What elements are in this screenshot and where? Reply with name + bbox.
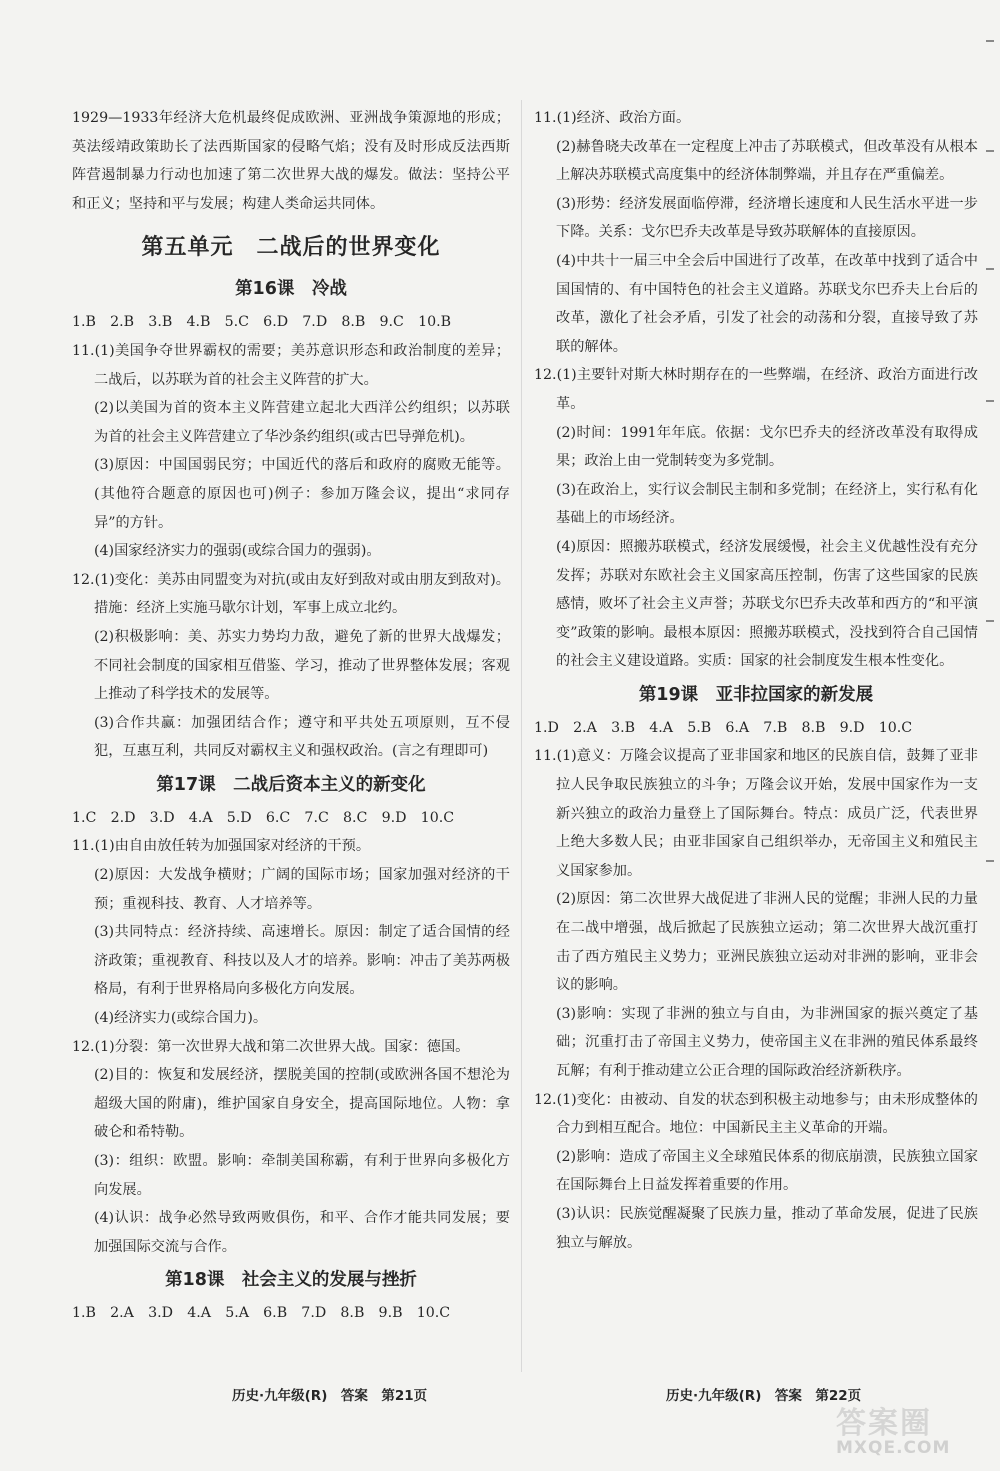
lesson-18-choices: 1.B 2.A 3.D 4.A 5.A 6.B 7.D 8.B 9.B 10.C <box>72 1305 451 1322</box>
l17-q11-3: (3)共同特点：经济持续、高速增长。原因：制定了适合国情的经济政策；重视教育、科技以及人才的培养。影响：冲击了美苏两极格局，有利于世界格局向多极化方向发展。 <box>94 924 510 998</box>
lesson-19-choices: 1.D 2.A 3.B 4.A 5.B 6.A 7.B 8.B 9.D 10.C <box>534 719 913 736</box>
l16-q12-2: (2)积极影响：美、苏实力势均力敌，避免了新的世界大战爆发；不同社会制度的国家相互借鉴、学习，推动了世界整体发展；客观上推动了科学技术的发展等。 <box>94 628 510 703</box>
column-divider <box>521 100 522 1372</box>
lesson-16-title: 第16课 冷战 <box>235 279 347 300</box>
l17-q11-1: 11.(1)由自由放任转为加强国家对经济的干预。 <box>72 838 371 855</box>
lesson-17-choices: 1.C 2.D 3.D 4.A 5.D 6.C 7.C 8.C 9.D 10.C <box>72 809 455 826</box>
intro-paragraph: 1929—1933年经济大危机最终促成欧洲、亚洲战争策源地的形成；英法绥靖政策助长了法西斯国家的侵略气焰；没有及时形成反法西斯阵营遏制暴力行动也加速了第二次世界大战的爆发。做法：坚持公平和正义；坚持和平与发展；构建人类命运共同体。 <box>72 110 510 212</box>
l18-q11-3: (3)形势：经济发展面临停滞，经济增长速度和人民生活水平进一步下降。关系：戈尔巴乔夫改革是导致苏联解体的直接原因。 <box>556 195 978 241</box>
l16-q11-1: 11.(1)美国争夺世界霸权的需要；美苏意识形态和政治制度的差异；二战后，以苏联为首的社会主义阵营的扩大。 <box>72 342 510 388</box>
lesson-16-choices: 1.B 2.B 3.B 4.B 5.C 6.D 7.D 8.B 9.C 10.B <box>72 314 452 331</box>
l16-q11-2: (2)以美国为首的资本主义阵营建立起北大西洋公约组织；以苏联为首的社会主义阵营建立了华沙条约组织(或古巴导弹危机)。 <box>94 400 510 445</box>
watermark-url: MXQE.COM <box>836 1438 951 1458</box>
l18-q11-4: (4)中共十一届三中全会后中国进行了改革，在改革中找到了适合中国国情的、有中国特色的社会主义道路。苏联戈尔巴乔夫上台后的改革，激化了社会矛盾，引发了社会的动荡和分裂，直接导致了苏联的解体。 <box>556 252 978 355</box>
footer-right-page: 历史·九年级(R) 答案 第22页 <box>666 1388 862 1404</box>
l19-q12-3: (3)认识：民族觉醒凝聚了民族力量，推动了革命发展，促进了民族独立与解放。 <box>556 1205 978 1251</box>
lesson-19-title: 第19课 亚非拉国家的新发展 <box>638 684 874 705</box>
l19-q12-1: 12.(1)变化：由被动、自发的状态到积极主动地参与；由未形成整体的合力到相互配合。地位：中国新民主主义革命的开端。 <box>534 1091 978 1137</box>
l19-q11-3: (3)影响：实现了非洲的独立与自由，为非洲国家的振兴奠定了基础；沉重打击了帝国主义势力，使帝国主义在非洲的殖民体系最终瓦解；有利于推动建立公正合理的国际政治经济新秩序。 <box>556 1005 978 1079</box>
l16-q11-3: (3)原因：中国国弱民穷；中国近代的落后和政府的腐败无能等。(其他符合题意的原因也可)例子：参加万隆会议，提出“求同存异”的方针。 <box>94 457 510 531</box>
l18-q12-2: (2)时间：1991年年底。依据：戈尔巴乔夫的经济改革没有取得成果；政治上由一党制转变为多党制。 <box>556 424 978 470</box>
l17-q12-1: 12.(1)分裂：第一次世界大战和第二次世界大战。国家：德国。 <box>72 1038 470 1055</box>
l16-q12-1: 12.(1)变化：美苏由同盟变为对抗(或由友好到敌对或由朋友到敌对)。措施：经济上实施马歇尔计划，军事上成立北约。 <box>72 571 510 617</box>
l18-q11-2: (2)赫鲁晓夫改革在一定程度上冲击了苏联模式，但改革没有从根本上解决苏联模式高度集中的经济体制弊端，并且存在严重偏差。 <box>556 138 978 184</box>
edge-mark <box>986 620 994 622</box>
edge-mark <box>986 400 994 402</box>
l17-q12-3: (3)：组织：欧盟。影响：牵制美国称霸，有利于世界向多极化方向发展。 <box>94 1153 510 1198</box>
footer-left-page: 历史·九年级(R) 答案 第21页 <box>232 1388 428 1404</box>
l19-q12-2: (2)影响：造成了帝国主义全球殖民体系的彻底崩溃，民族独立国家在国际舞台上日益发挥着重要的作用。 <box>556 1148 978 1194</box>
unit-title: 第五单元 二战后的世界变化 <box>141 235 441 261</box>
l19-q11-1: 11.(1)意义：万隆会议提高了亚非国家和地区的民族自信，鼓舞了亚非拉人民争取民族独立的斗争；万隆会议开始，发展中国家作为一支新兴独立的政治力量登上了国际舞台。特点：成员广泛，代表世界上绝大多数人民；由亚非国家自己组织举办，无帝国主义和殖民主义国家参加。 <box>534 748 978 879</box>
l17-q12-2: (2)目的：恢复和发展经济，摆脱美国的控制(或欧洲各国不想沦为超级大国的附庸)，维护国家自身安全，提高国际地位。人物：拿破仑和希特勒。 <box>94 1067 510 1141</box>
lesson-18-title: 第18课 社会主义的发展与挫折 <box>165 1270 417 1291</box>
edge-mark <box>986 860 994 862</box>
right-column <box>534 104 978 1257</box>
l18-q11-1: 11.(1)经济、政治方面。 <box>534 110 691 126</box>
l19-q11-2: (2)原因：第二次世界大战促进了非洲人民的觉醒；非洲人民的力量在二战中增强，战后掀起了民族独立运动；第二次世界大战沉重打击了西方殖民主义势力；亚洲民族独立运动对非洲的影响，亚非会议的影响。 <box>556 891 978 994</box>
l17-q11-4: (4)经济实力(或综合国力)。 <box>94 1010 268 1027</box>
l17-q11-2: (2)原因：大发战争横财；广阔的国际市场；国家加强对经济的干预；重视科技、教育、人才培养等。 <box>94 867 510 912</box>
left-column <box>72 104 510 1328</box>
l18-q12-1: 12.(1)主要针对斯大林时期存在的一些弊端，在经济、政治方面进行改革。 <box>534 367 978 412</box>
l18-q12-4: (4)原因：照搬苏联模式，经济发展缓慢，社会主义优越性没有充分发挥；苏联对东欧社会主义国家高压控制，伤害了这些国家的民族感情，败坏了社会主义声誉；苏联戈尔巴乔夫改革和西方的“和平演变”政策的影响。最根本原因：照搬苏联模式，没找到符合自己国情的社会主义建设道路。实质：国家的社会制度发生根本性变化。 <box>556 538 978 670</box>
lesson-17-title: 第17课 二战后资本主义的新变化 <box>156 774 426 795</box>
edge-mark <box>986 268 994 270</box>
watermark-logo: 答案圈 <box>836 1406 932 1441</box>
l18-q12-3: (3)在政治上，实行议会制民主制和多党制；在经济上，实行私有化基础上的市场经济。 <box>556 481 978 527</box>
edge-mark <box>986 40 994 42</box>
l17-q12-4: (4)认识：战争必然导致两败俱伤，和平、合作才能共同发展；要加强国际交流与合作。 <box>94 1210 510 1255</box>
l16-q11-4: (4)国家经济实力的强弱(或综合国力的强弱)。 <box>94 543 381 560</box>
l16-q12-3: (3)合作共赢：加强团结合作；遵守和平共处五项原则，互不侵犯，互惠互利，共同反对霸权主义和强权政治。(言之有理即可) <box>94 714 510 760</box>
edge-mark <box>986 150 994 152</box>
site-watermark <box>836 1398 986 1460</box>
